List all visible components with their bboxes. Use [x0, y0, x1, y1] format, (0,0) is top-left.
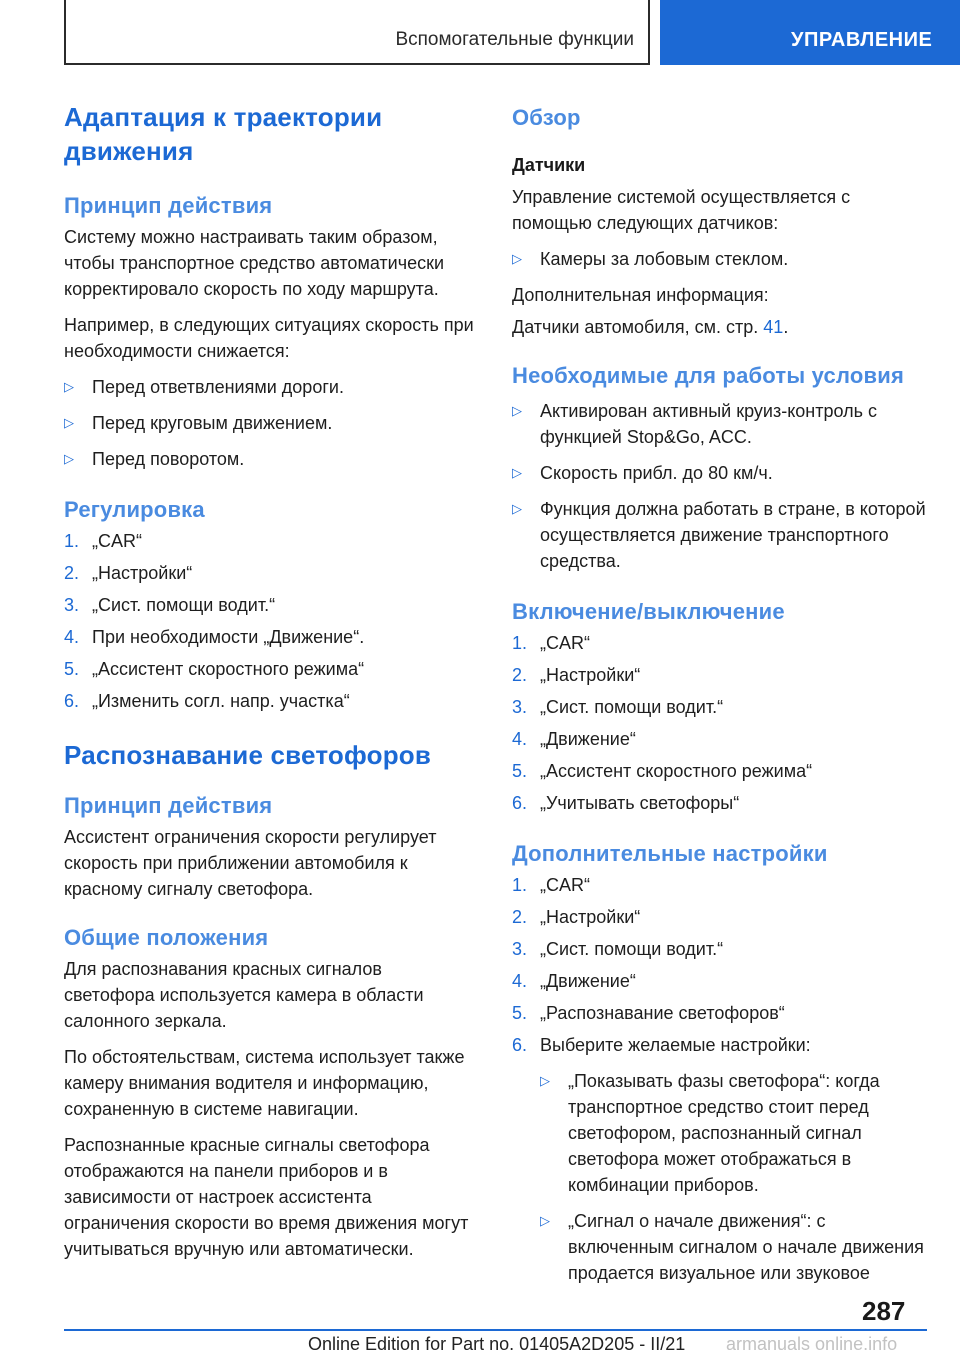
header-chapter-title: УПРАВЛЕНИЕ	[791, 29, 933, 51]
list-item: 5. „Ассистент скоростного режима“	[512, 761, 813, 781]
heading-conditions: Необходимые для работы условия	[512, 363, 904, 388]
list-item: 4. „Движение“	[512, 729, 636, 749]
list-conditions	[512, 398, 927, 574]
triangle-right-icon: ▷	[512, 251, 522, 266]
list-sensors	[512, 246, 927, 272]
heading-traffic-light-recognition: Распознавание светофоров	[64, 740, 432, 770]
list-item: ▷ Активирован активный круиз-контроль с функцией Stop&Go, ACC.	[512, 398, 927, 450]
right-column	[512, 100, 927, 1286]
list-item: ▷ Скорость прибл. до 80 км/ч.	[512, 460, 927, 486]
paragraph-camera: Для распознавания красных сигналов светофора используется камера в области салонного зеркала.	[64, 959, 424, 1031]
list-item: 4. „Движение“	[512, 971, 636, 991]
heading-sensors: Датчики	[512, 155, 586, 175]
triangle-right-icon: ▷	[64, 415, 74, 430]
paragraph-sensor-reference: Датчики автомобиля, см. стр. 41.	[512, 317, 789, 337]
paragraph-recognized-signals: Распознанные красные сигналы светофора отображаются на панели приборов и в зависимости от настроек ассистента ограничения скорости во время движения могут учитываться вручную или автоматически.	[64, 1135, 469, 1259]
list-item: 6. „Учитывать светофоры“	[512, 793, 740, 813]
heading-principle: Принцип действия	[64, 193, 273, 218]
heading-principle-2: Принцип действия	[64, 793, 273, 818]
list-item: ▷ „Сигнал о начале движения“: с включенным сигналом о начале движения продается визуальное или звуковое	[540, 1208, 927, 1286]
list-regulation-steps	[64, 528, 474, 714]
paragraph-adaptation-example: Например, в следующих ситуациях скорость при необходимости снижается:	[64, 315, 474, 361]
heading-overview: Обзор	[512, 105, 581, 130]
left-column	[64, 100, 474, 1262]
list-on-off-steps	[512, 630, 927, 816]
list-item: 2. „Настройки“	[512, 665, 641, 685]
list-item: ▷ Функция должна работать в стране, в которой осуществляется движение транспортного средства.	[512, 496, 927, 574]
page-reference-link[interactable]: 41	[763, 317, 784, 337]
header-section-box	[64, 0, 650, 65]
triangle-right-icon: ▷	[64, 379, 74, 394]
list-item: 6. Выберите желаемые настройки:	[512, 1035, 811, 1055]
paragraph-sensors: Управление системой осуществляется с помощью следующих датчиков:	[512, 187, 851, 233]
paragraph-traffic-intro: Ассистент ограничения скорости регулирует скорость при приближении автомобиля к красному сигналу светофора.	[64, 827, 437, 899]
heading-general: Общие положения	[64, 925, 269, 950]
triangle-right-icon: ▷	[512, 465, 522, 480]
paragraph-adaptation-intro: Систему можно настраивать таким образом, чтобы транспортное средство автоматически корректировало скорость по ходу маршрута.	[64, 227, 445, 299]
paragraph-driver-camera: По обстоятельствам, система использует также камеру внимания водителя и информацию, сохраненную в системе навигации.	[64, 1047, 465, 1119]
list-item: 5. „Ассистент скоростного режима“	[64, 659, 365, 679]
list-item: 2. „Настройки“	[64, 563, 193, 583]
list-item: ▷ Перед ответвлениями дороги.	[64, 374, 474, 400]
triangle-right-icon: ▷	[540, 1073, 550, 1088]
list-item: 1. „CAR“	[512, 633, 590, 653]
list-extra-options	[540, 1068, 927, 1286]
heading-adaptation: Адаптация к траектории движения	[64, 102, 383, 166]
list-item: 3. „Сист. помощи водит.“	[512, 697, 724, 717]
list-item: ▷ Перед круговым движением.	[64, 410, 474, 436]
triangle-right-icon: ▷	[512, 403, 522, 418]
list-adaptation-situations	[64, 374, 474, 472]
list-item: 6. „Изменить согл. напр. участка“	[64, 691, 350, 711]
list-item: ▷ „Показывать фазы светофора“: когда транспортное средство стоит перед светофором, распознанный сигнал светофора может отображаться в комбинации приборов.	[540, 1068, 927, 1198]
list-item: 1. „CAR“	[64, 531, 142, 551]
list-item: 3. „Сист. помощи водит.“	[512, 939, 724, 959]
list-item: 1. „CAR“	[512, 875, 590, 895]
list-extra-steps	[512, 872, 927, 1058]
list-item: ▷ Перед поворотом.	[64, 446, 474, 472]
header-section-title: Вспомогательные функции	[395, 29, 634, 50]
list-item: 5. „Распознавание светофоров“	[512, 1003, 785, 1023]
list-item: ▷ Камеры за лобовым стеклом.	[512, 246, 927, 272]
list-item: 2. „Настройки“	[512, 907, 641, 927]
triangle-right-icon: ▷	[540, 1213, 550, 1228]
heading-regulation: Регулировка	[64, 497, 205, 522]
header-chapter-tab	[660, 0, 960, 65]
watermark: armanuals online.info	[726, 1334, 898, 1354]
heading-on-off: Включение/выключение	[512, 599, 785, 624]
list-item: 3. „Сист. помощи водит.“	[64, 595, 276, 615]
triangle-right-icon: ▷	[512, 501, 522, 516]
list-item: 4. При необходимости „Движение“.	[64, 627, 365, 647]
footer-edition: Online Edition for Part no. 01405A2D205 - II/21	[308, 1334, 686, 1354]
heading-extra-settings: Дополнительные настройки	[512, 841, 828, 866]
page-number: 287	[862, 1296, 906, 1326]
paragraph-more-info: Дополнительная информация:	[512, 285, 769, 305]
footer-divider	[64, 1329, 927, 1331]
triangle-right-icon: ▷	[64, 451, 74, 466]
